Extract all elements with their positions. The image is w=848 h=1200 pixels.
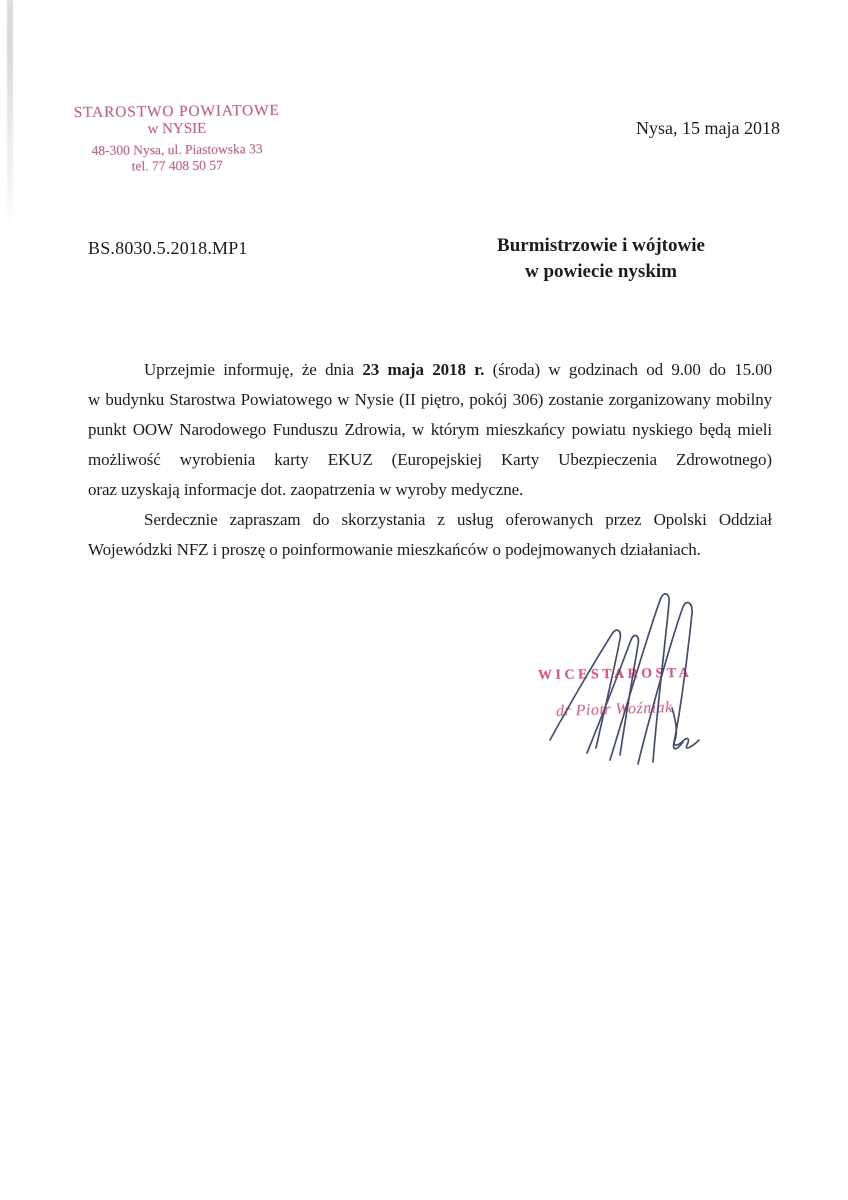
reference-number: BS.8030.5.2018.MP1 [88, 238, 248, 258]
body-text-bold-date: 23 maja 2018 r. [362, 360, 485, 379]
body-line: Serdecznie zapraszam do skorzystania z usług oferowanych przez Opolski Oddział [144, 510, 772, 529]
body-line: Wojewódzki NFZ i proszę o poinformowanie mieszkańców o podejmowanych działaniach. [88, 540, 701, 559]
body-line: oraz uzyskają informacje dot. zaopatrzenia w wyroby medyczne. [88, 480, 524, 499]
sender-stamp-phone: tel. 77 408 50 57 [131, 157, 223, 174]
sender-stamp [66, 101, 289, 175]
body-line: w budynku Starostwa Powiatowego w Nysie (II piętro, pokój 306) zostanie zorganizowany mobilny [88, 390, 772, 409]
sender-stamp-address: 48-300 Nysa, ul. Piastowska 33 [91, 141, 263, 158]
body-line [88, 355, 772, 385]
sender-stamp-org2: w NYSIE [147, 120, 207, 138]
body-text: (środa) w godzinach od 9.00 do 15.00 [484, 360, 772, 379]
body-line: punkt OOW Narodowego Funduszu Zdrowia, w którym mieszkańcy powiatu nyskiego będą mieli [88, 420, 772, 439]
place-date: Nysa, 15 maja 2018 [636, 118, 780, 138]
scan-artifact-streak [7, 0, 13, 232]
letter-body [88, 355, 772, 565]
body-line: możliwość wyrobienia karty EKUZ (Europejskiej Karty Ubezpieczenia Zdrowotnego) [88, 450, 772, 469]
body-text: Uprzejmie informuję, że dnia [144, 360, 363, 379]
signer-stamp-name: dr Piotr Woźniak [555, 698, 673, 721]
addressee-line-1: Burmistrzowie i wójtowie [497, 235, 705, 256]
addressee-line-2: w powiecie nyskim [525, 261, 677, 282]
addressee-block [450, 233, 752, 285]
handwritten-signature-icon [532, 590, 732, 775]
sender-stamp-org: STAROSTWO POWIATOWE [73, 101, 280, 122]
signer-stamp-title: WICESTAROSTA [537, 665, 693, 684]
